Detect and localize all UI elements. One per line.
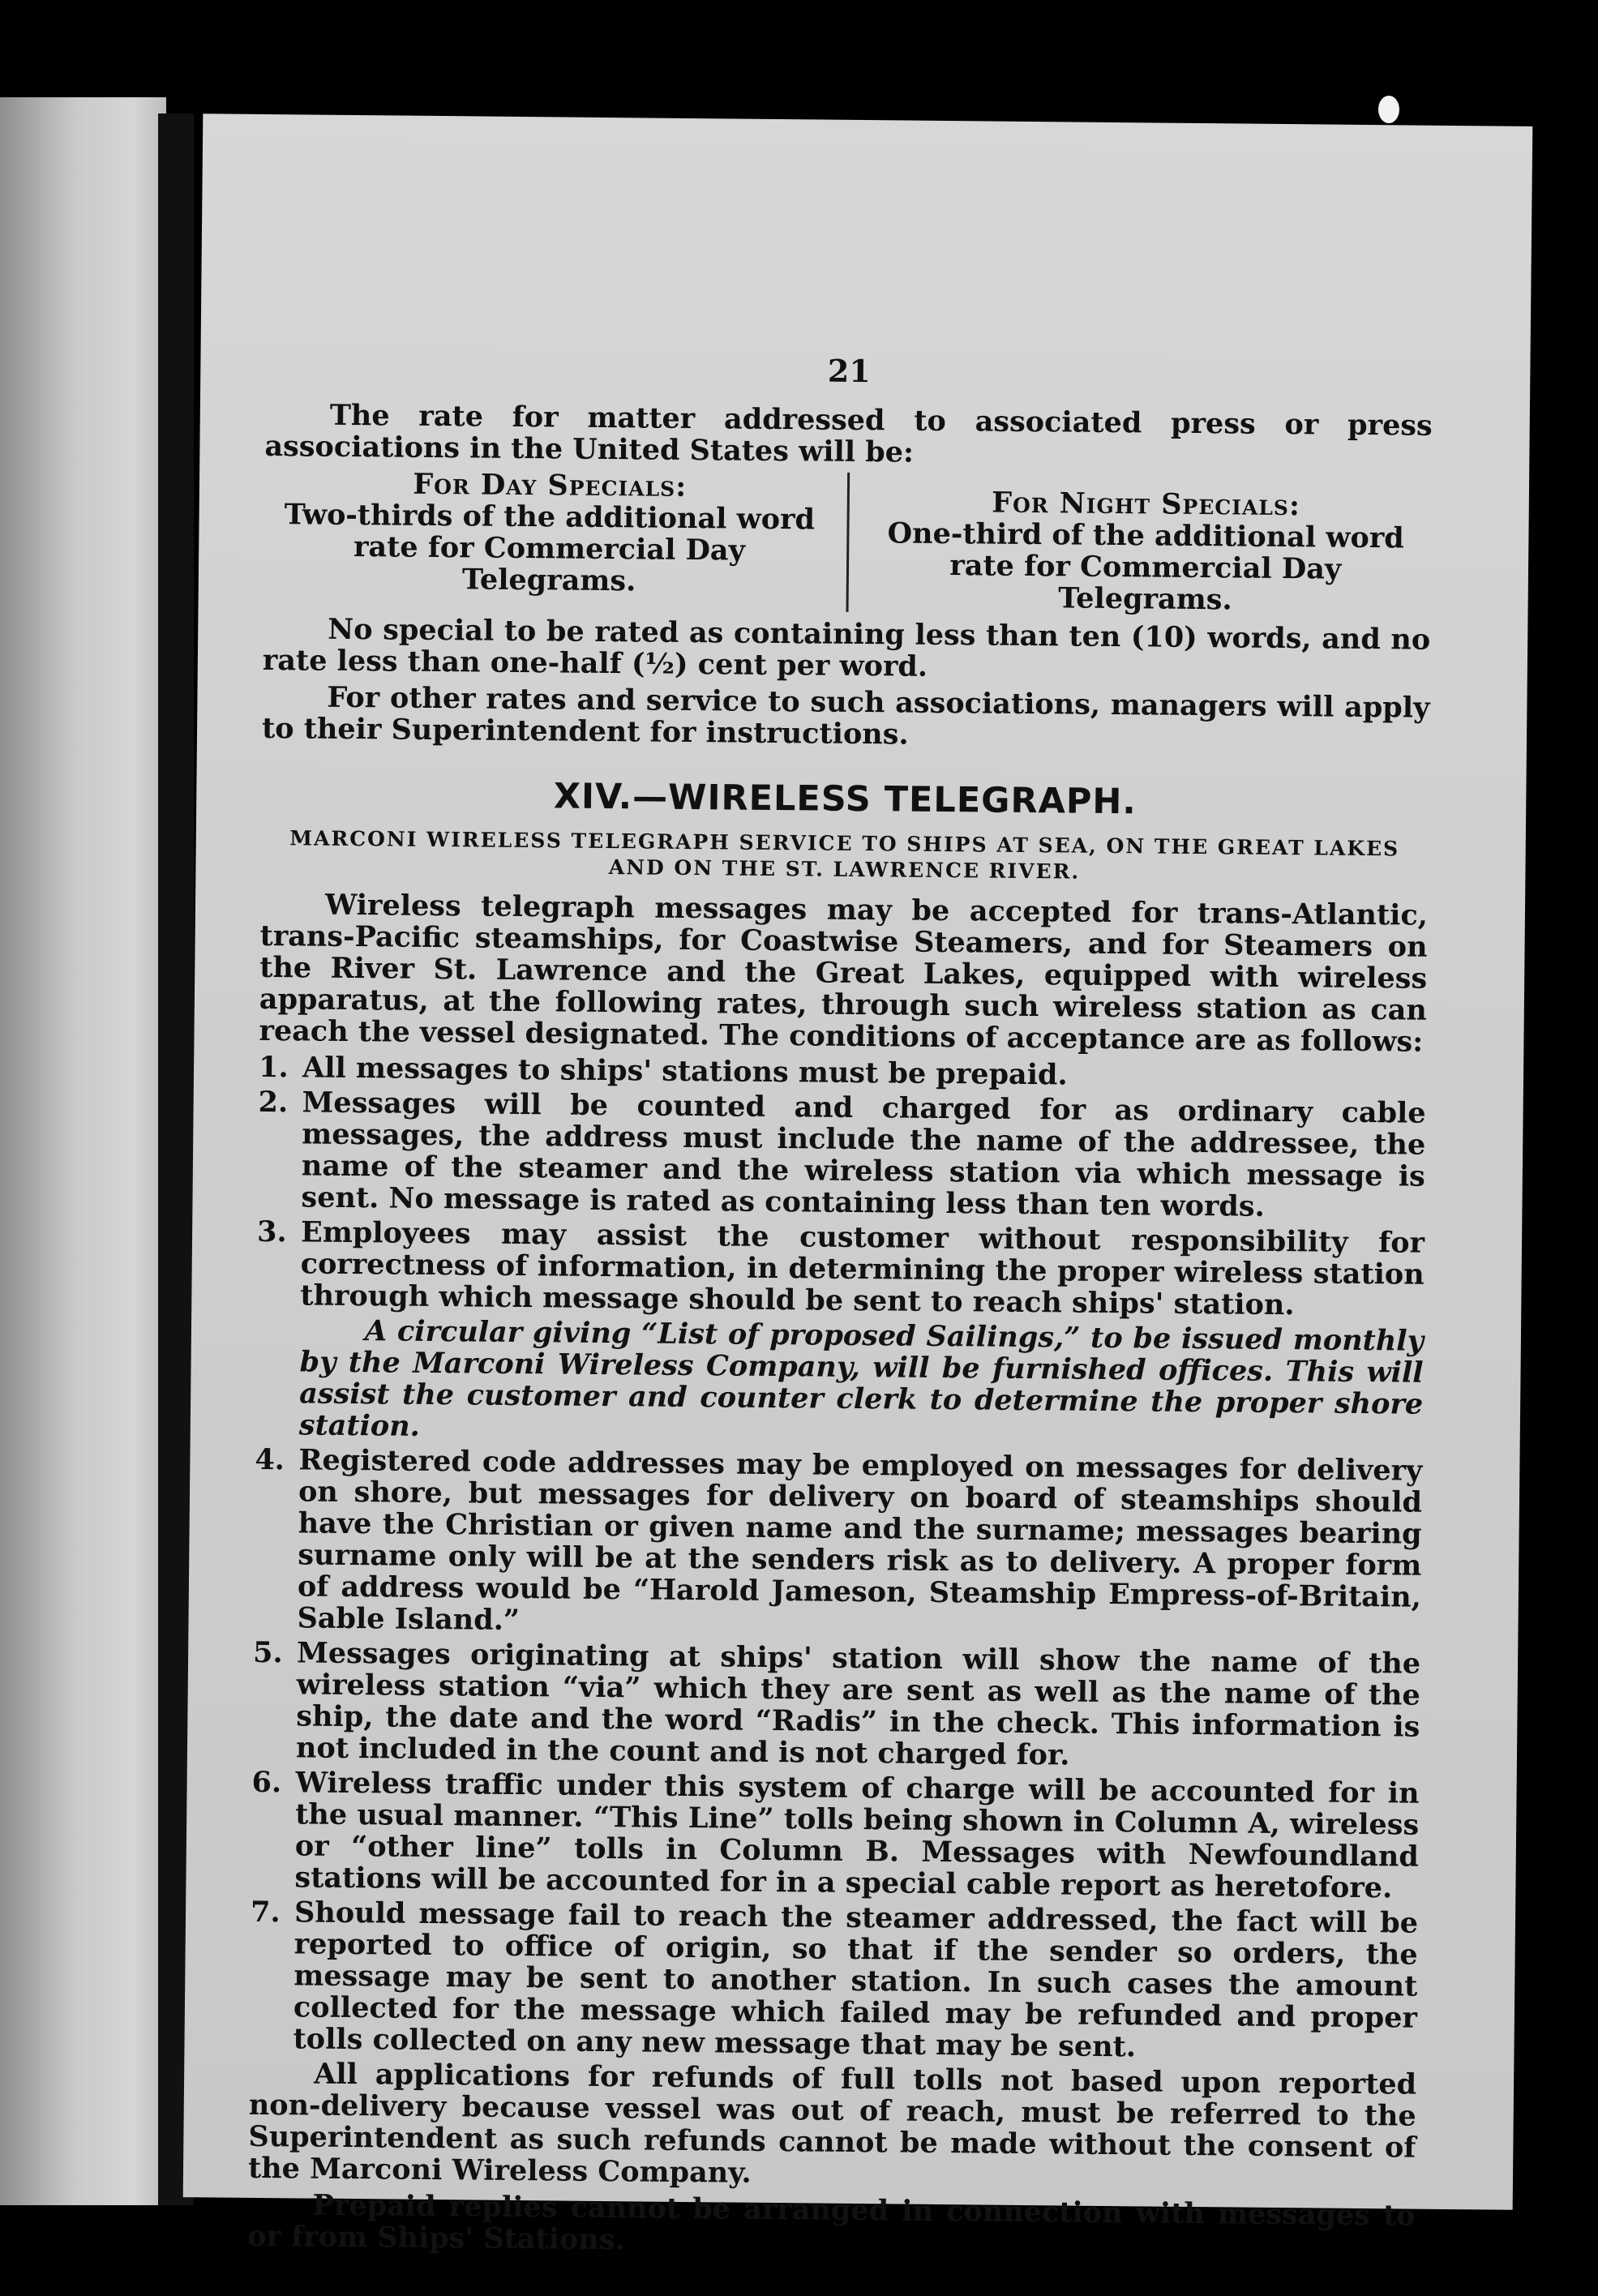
item-number: 5. [252, 1635, 283, 1670]
document-page [183, 114, 1533, 2257]
facing-page-edge [0, 97, 166, 2205]
list-item [257, 1086, 1425, 1224]
press-rate-intro: The rate for matter addressed to associated press or press associations in the United States will be: [264, 398, 1433, 469]
list-item [251, 1767, 1419, 1904]
specials-columns [263, 467, 1433, 618]
speck-mark [1378, 96, 1399, 123]
item-text: Messages will be counted and charged for as ordinary cable messages, the address must include the name of the addressee, the name of the steamer and the wireless station via which message is sent. No message is rated as containing less than ten words. [301, 1086, 1426, 1223]
section-title: XIV.—WIRELESS TELEGRAPH. [553, 776, 1137, 823]
special-minimum-note: No special to be rated as containing less than ten (10) words, and no rate less than one-half (½) cent per word. [262, 612, 1431, 683]
day-specials-title: For Day Specials: [413, 467, 688, 503]
item-number: 1. [258, 1050, 289, 1085]
item-text: Employees may assist the customer without responsibility for correctness of information, in determining the proper wireless station through which message should be sent to reach ships' station. [300, 1215, 1425, 1322]
other-rates-note: For other rates and service to such associations, managers will apply to their Superintendent for instructions. [261, 680, 1430, 752]
night-specials [848, 473, 1432, 618]
item-number: 6. [251, 1765, 282, 1800]
item-number: 7. [250, 1895, 281, 1930]
item-text: Wireless traffic under this system of charge will be accounted for in the usual manner. “This Line” tolls being shown in Column A, wireless or “other line” tolls in Column B. Messages with Newfoundland stations will be accounted for in a special cable report as heretofore. [294, 1766, 1420, 1905]
wireless-intro: Wireless telegraph messages may be accepted for trans-Atlantic, trans-Pacific steamships, for Coastwise Steamers, and for Steamers on the River St. Lawrence and the Great Lakes, equipped with wireless apparatus, at the following rates, through such wireless station as can reach the vessel designated. The conditions of acceptance are as follows: [259, 888, 1429, 1059]
item-text: Registered code addresses may be employed on messages for delivery on shore, but messages for delivery on board of steamships should have the Christian or given name and the surname; messages bearing surname only will be at the senders risk as to delivery. A proper form of address would be “Harold Jameson, Steamship Empress-of-Britain, Sable Island.” [297, 1443, 1423, 1638]
night-specials-text: One-third of the additional word rate for Commercial Day Telegrams. [887, 516, 1404, 617]
page-content [247, 349, 1433, 2268]
item-number: 2. [258, 1085, 289, 1120]
prepaid-replies-note: Prepaid replies cannot be arranged in connection with messages to or from Ships' Stations. [247, 2188, 1416, 2257]
page-number: 21 [827, 352, 872, 390]
item-number: 3. [256, 1214, 287, 1249]
item-number: 4. [255, 1442, 285, 1477]
item-text: Should message fail to reach the steamer addressed, the fact will be reported to office of origin, so that if the sender so orders, the message may be sent to another station. In such cases the amount collected for the message which failed may be refunded and proper tolls collected on any new message that may be sent. [293, 1895, 1419, 2064]
list-item [256, 1216, 1424, 1322]
item-text: All messages to ships' stations must be prepaid. [302, 1051, 1068, 1092]
circular-note: A circular giving “List of proposed Sailings,” to be issued monthly by the Marconi Wireless Company, will be furnished offices. This will assist the customer and counter clerk to determine the proper shore station. [298, 1314, 1424, 1443]
list-item [252, 1637, 1420, 1775]
list-item [253, 1444, 1422, 1645]
refunds-note: All applications for refunds of full tolls not based upon reported non-delivery because vessel was out of reach, must be referred to the Superintendent as such refunds cannot be made without the consent of the Marconi Wireless Company. [247, 2057, 1417, 2190]
night-specials-title: For Night Specials: [992, 486, 1301, 523]
item-text: Messages originating at ships' station will show the name of the wireless station “via” which they are sent as well as the name of the ship, the date and the word “Radis” in the check. This information is not included in the count and is not charged for. [295, 1636, 1421, 1772]
section-subtitle: MARCONI WIRELESS TELEGRAPH SERVICE TO SHIPS AT SEA, ON THE GREAT LAKES AND ON THE ST. LAWRENCE RIVER. [289, 826, 1400, 884]
list-item [249, 1896, 1418, 2066]
day-specials-text: Two-thirds of the additional word rate for Commercial Day Telegrams. [284, 498, 816, 598]
day-specials [263, 467, 850, 612]
